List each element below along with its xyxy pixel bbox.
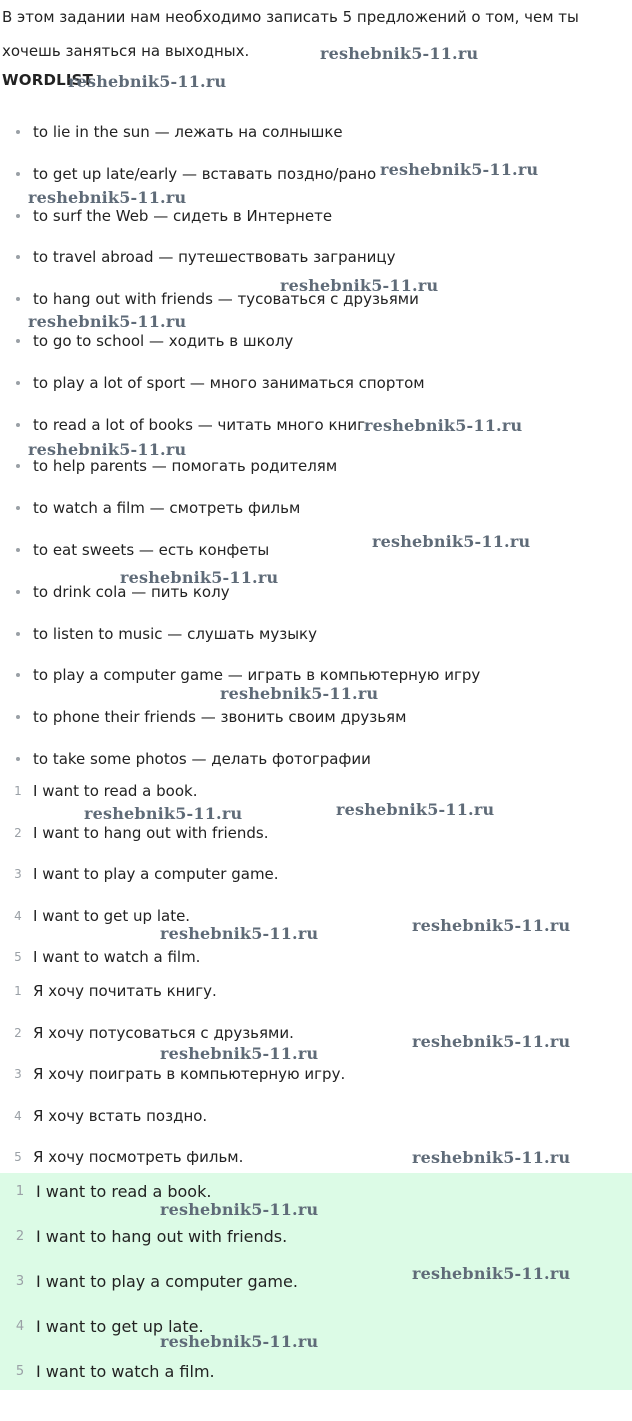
watermark: reshebnik5-11.ru	[380, 160, 539, 179]
wordlist-item-text: to watch a film — смотреть фильм	[33, 499, 301, 518]
list-number: 2	[14, 825, 22, 840]
watermark: reshebnik5-11.ru	[336, 800, 495, 819]
bullet-dot-icon	[16, 548, 20, 552]
wordlist-item-text: to surf the Web — сидеть в Интернете	[33, 206, 333, 225]
bullet-dot-icon	[16, 506, 20, 510]
sentence-text: Я хочу потусоваться с друзьями.	[33, 1023, 294, 1042]
list-item	[0, 1224, 632, 1269]
wordlist-item	[0, 573, 632, 615]
watermark: reshebnik5-11.ru	[28, 188, 187, 207]
wordlist-item	[0, 364, 632, 406]
english-sentences-list	[0, 774, 632, 982]
list-item	[0, 816, 632, 858]
wordlist-item-text: to help parents — помогать родителям	[33, 457, 338, 476]
watermark: reshebnik5-11.ru	[160, 924, 319, 943]
wordlist	[0, 113, 632, 782]
wordlist-item	[0, 615, 632, 657]
wordlist-item	[0, 197, 632, 239]
list-number: 3	[14, 1067, 22, 1082]
wordlist-item	[0, 489, 632, 531]
sentence-text: I want to read a book.	[36, 1182, 212, 1201]
wordlist-item-text: to play a computer game — играть в компьютерную игру	[33, 666, 481, 685]
watermark: reshebnik5-11.ru	[364, 416, 523, 435]
bullet-dot-icon	[16, 757, 20, 761]
list-number: 2	[15, 1229, 25, 1244]
list-number: 3	[14, 867, 22, 882]
wordlist-item	[0, 322, 632, 364]
wordlist-item	[0, 406, 632, 448]
watermark: reshebnik5-11.ru	[28, 440, 187, 459]
watermark: reshebnik5-11.ru	[412, 1264, 571, 1283]
bullet-dot-icon	[16, 172, 20, 176]
bullet-dot-icon	[16, 464, 20, 468]
list-number: 5	[14, 950, 22, 965]
wordlist-item-text: to get up late/early — вставать поздно/рано	[33, 164, 377, 183]
wordlist-item	[0, 238, 632, 280]
bullet-dot-icon	[16, 381, 20, 385]
wordlist-item-text: to travel abroad — путешествовать заграницу	[33, 248, 396, 267]
list-item	[0, 857, 632, 899]
list-item	[0, 1099, 632, 1141]
answer-box	[0, 1173, 632, 1390]
sentence-text: I want to get up late.	[33, 906, 191, 925]
sentence-text: I want to watch a film.	[36, 1362, 215, 1381]
list-item	[0, 1359, 632, 1404]
wordlist-item	[0, 447, 632, 489]
list-number: 5	[14, 1150, 22, 1165]
list-number: 4	[14, 908, 22, 923]
watermark: reshebnik5-11.ru	[68, 72, 227, 91]
watermark: reshebnik5-11.ru	[28, 312, 187, 331]
list-number: 5	[15, 1364, 25, 1379]
watermark: reshebnik5-11.ru	[320, 44, 479, 63]
watermark: reshebnik5-11.ru	[160, 1332, 319, 1351]
wordlist-item	[0, 113, 632, 155]
sentence-text: I want to play a computer game.	[33, 865, 279, 884]
list-item	[0, 1057, 632, 1099]
wordlist-item-text: to play a lot of sport — много заниматься спортом	[33, 373, 425, 392]
list-number: 1	[14, 784, 22, 798]
watermark: reshebnik5-11.ru	[412, 916, 571, 935]
list-item	[0, 1016, 632, 1058]
watermark: reshebnik5-11.ru	[160, 1200, 319, 1219]
russian-sentences-list	[0, 974, 632, 1182]
bullet-dot-icon	[16, 214, 20, 218]
watermark: reshebnik5-11.ru	[160, 1044, 319, 1063]
sentence-text: Я хочу встать поздно.	[33, 1106, 208, 1125]
wordlist-item-text: to listen to music — слушать музыку	[33, 624, 317, 643]
wordlist-item-text: to eat sweets — есть конфеты	[33, 540, 270, 559]
list-number: 1	[14, 984, 22, 998]
bullet-dot-icon	[16, 339, 20, 343]
sentence-text: Я хочу поиграть в компьютерную игру.	[33, 1065, 346, 1084]
wordlist-item	[0, 280, 632, 322]
wordlist-item	[0, 531, 632, 573]
bullet-dot-icon	[16, 673, 20, 677]
list-item	[0, 899, 632, 941]
watermark: reshebnik5-11.ru	[412, 1032, 571, 1051]
list-item	[0, 974, 632, 1016]
sentence-text: I want to hang out with friends.	[36, 1227, 288, 1246]
watermark: reshebnik5-11.ru	[84, 804, 243, 823]
wordlist-item-text: to go to school — ходить в школу	[33, 331, 294, 350]
watermark: reshebnik5-11.ru	[412, 1148, 571, 1167]
bullet-dot-icon	[16, 590, 20, 594]
bullet-dot-icon	[16, 423, 20, 427]
list-number: 4	[15, 1319, 25, 1334]
watermark: reshebnik5-11.ru	[220, 684, 379, 703]
bullet-dot-icon	[16, 632, 20, 636]
list-number: 3	[15, 1274, 25, 1289]
wordlist-item-text: to lie in the sun — лежать на солнышке	[33, 123, 343, 141]
bullet-dot-icon	[16, 130, 20, 134]
bullet-dot-icon	[16, 297, 20, 301]
answer-sentences-list	[0, 1179, 632, 1404]
sentence-text: Я хочу посмотреть фильм.	[33, 1148, 244, 1167]
sentence-text: I want to read a book.	[33, 782, 198, 800]
sentence-text: I want to get up late.	[36, 1317, 204, 1336]
bullet-dot-icon	[16, 255, 20, 259]
wordlist-item-text: to read a lot of books — читать много книг	[33, 415, 365, 434]
sentence-text: I want to watch a film.	[33, 948, 201, 967]
list-item	[0, 1314, 632, 1359]
wordlist-item	[0, 656, 632, 698]
wordlist-item-text: to phone their friends — звонить своим друзьям	[33, 708, 407, 727]
wordlist-item-text: to drink cola — пить колу	[33, 582, 230, 601]
list-number: 4	[14, 1108, 22, 1123]
list-number: 1	[15, 1184, 25, 1199]
wordlist-title: WORDLIST	[2, 71, 94, 89]
list-item	[0, 1179, 632, 1224]
sentence-text: I want to play a computer game.	[36, 1272, 298, 1291]
wordlist-item-text: to hang out with friends — тусоваться с друзьями	[33, 290, 419, 309]
watermark: reshebnik5-11.ru	[120, 568, 279, 587]
wordlist-item-text: to take some photos — делать фотографии	[33, 749, 371, 768]
watermark: reshebnik5-11.ru	[280, 276, 439, 295]
sentence-text: I want to hang out with friends.	[33, 823, 269, 842]
list-item	[0, 774, 632, 816]
wordlist-item	[0, 155, 632, 197]
list-item	[0, 1269, 632, 1314]
list-number: 2	[14, 1025, 22, 1040]
intro-text: В этом задании нам необходимо записать 5 предложений о том, чем ты хочешь заняться на выходных.	[2, 8, 579, 60]
bullet-dot-icon	[16, 715, 20, 719]
sentence-text: Я хочу почитать книгу.	[33, 982, 217, 1000]
wordlist-item	[0, 698, 632, 740]
watermark: reshebnik5-11.ru	[372, 532, 531, 551]
